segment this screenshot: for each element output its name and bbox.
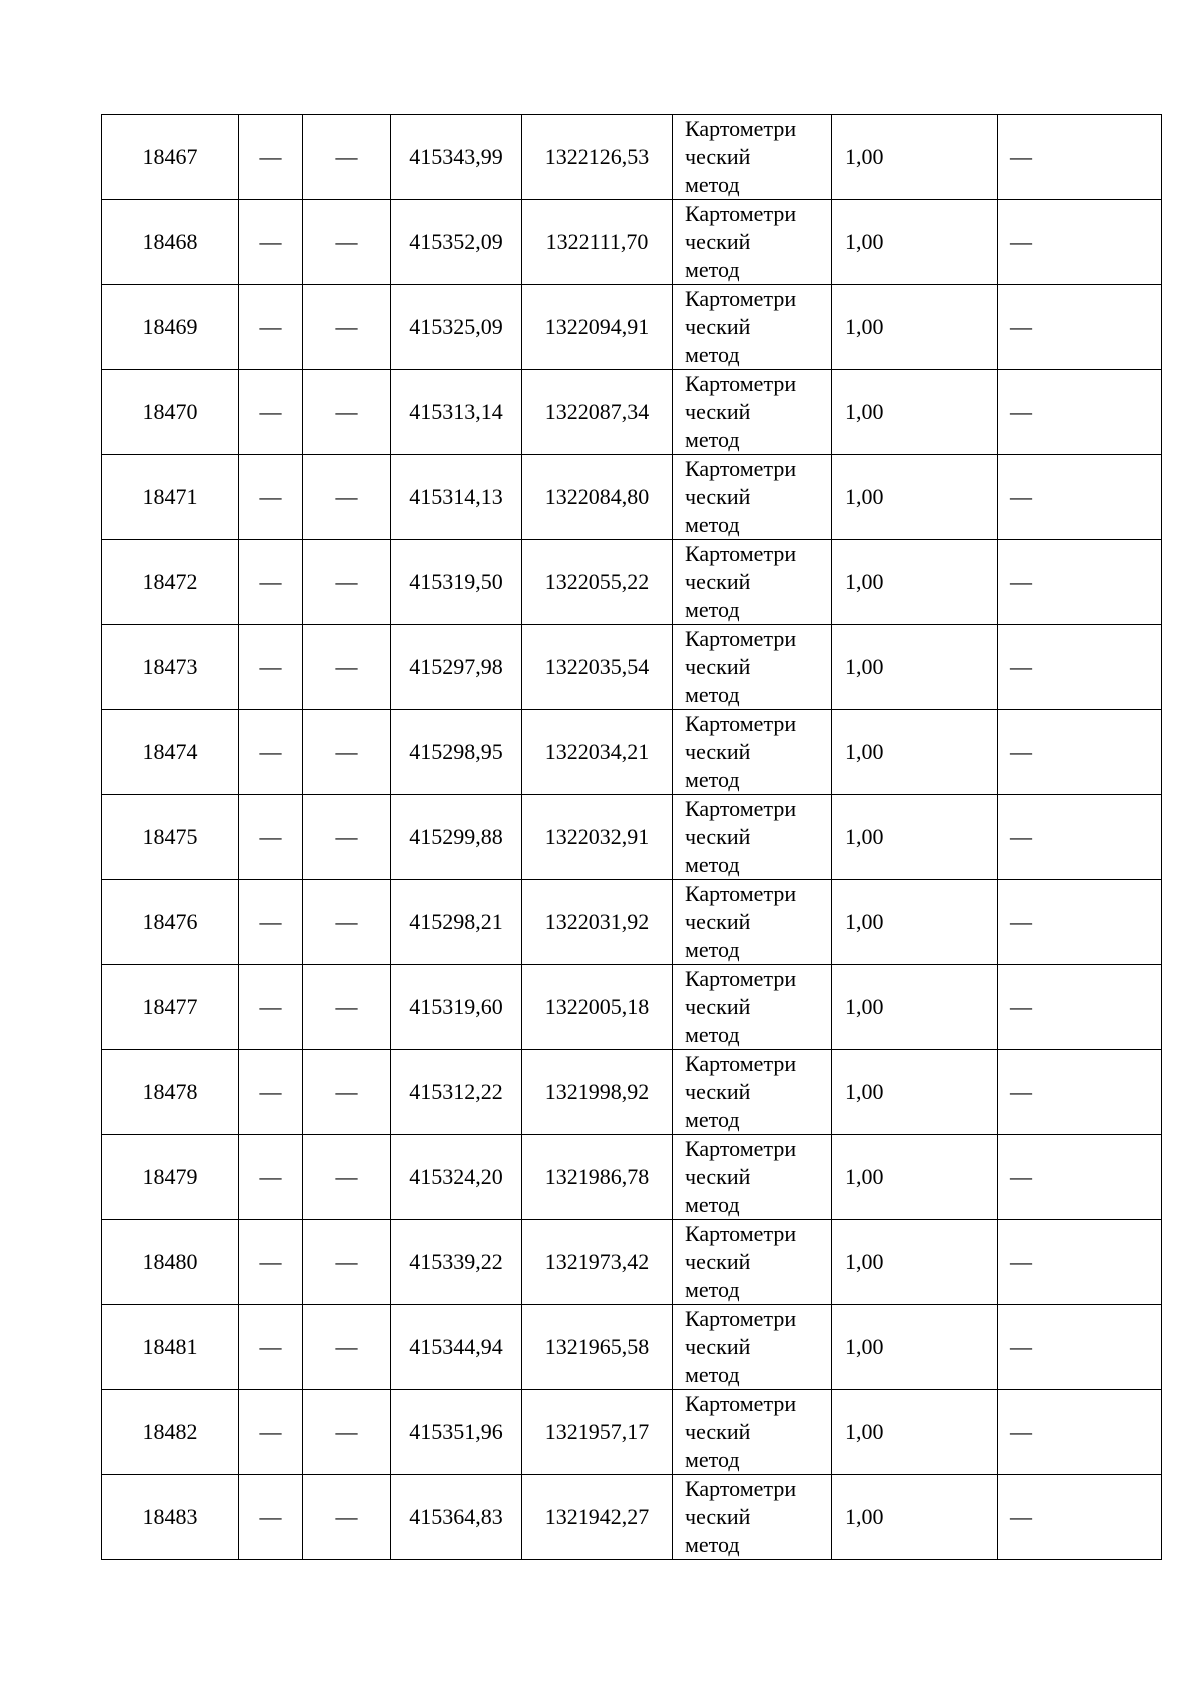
y-coordinate-cell: 1321973,42	[522, 1220, 673, 1305]
y-coordinate-cell: 1321965,58	[522, 1305, 673, 1390]
empty-value-cell: —	[998, 1475, 1162, 1560]
table-row	[102, 540, 1162, 625]
x-coordinate-cell: 415351,96	[391, 1390, 522, 1475]
empty-value-cell: —	[303, 1050, 391, 1135]
empty-value-cell: —	[303, 455, 391, 540]
method-cell	[673, 965, 832, 1050]
point-number-cell: 18468	[102, 200, 239, 285]
method-cell	[673, 285, 832, 370]
y-coordinate-cell: 1322035,54	[522, 625, 673, 710]
x-coordinate-cell: 415344,94	[391, 1305, 522, 1390]
point-number-cell: 18473	[102, 625, 239, 710]
y-coordinate-cell: 1322111,70	[522, 200, 673, 285]
table-row	[102, 965, 1162, 1050]
x-coordinate-cell: 415325,09	[391, 285, 522, 370]
method-text: Картометри ческий метод	[685, 201, 797, 282]
method-text: Картометри ческий метод	[685, 1306, 797, 1387]
y-coordinate-cell: 1322087,34	[522, 370, 673, 455]
empty-value-cell: —	[239, 370, 303, 455]
point-number-cell: 18467	[102, 115, 239, 200]
accuracy-cell: 1,00	[832, 965, 998, 1050]
table-row	[102, 1475, 1162, 1560]
point-number-cell: 18482	[102, 1390, 239, 1475]
x-coordinate-cell: 415319,50	[391, 540, 522, 625]
coordinates-table	[101, 114, 1162, 1560]
method-text: Картометри ческий метод	[685, 1136, 797, 1217]
method-cell	[673, 1135, 832, 1220]
empty-value-cell: —	[239, 625, 303, 710]
empty-value-cell: —	[239, 455, 303, 540]
empty-value-cell: —	[239, 1475, 303, 1560]
method-cell	[673, 1390, 832, 1475]
empty-value-cell: —	[998, 1135, 1162, 1220]
point-number-cell: 18476	[102, 880, 239, 965]
empty-value-cell: —	[239, 1135, 303, 1220]
accuracy-cell: 1,00	[832, 115, 998, 200]
method-text: Картометри ческий метод	[685, 966, 797, 1047]
y-coordinate-cell: 1322094,91	[522, 285, 673, 370]
table-row	[102, 455, 1162, 540]
point-number-cell: 18477	[102, 965, 239, 1050]
accuracy-cell: 1,00	[832, 1135, 998, 1220]
point-number-cell: 18479	[102, 1135, 239, 1220]
accuracy-cell: 1,00	[832, 370, 998, 455]
y-coordinate-cell: 1322126,53	[522, 115, 673, 200]
method-cell	[673, 1475, 832, 1560]
empty-value-cell: —	[998, 1305, 1162, 1390]
accuracy-cell: 1,00	[832, 540, 998, 625]
empty-value-cell: —	[998, 370, 1162, 455]
empty-value-cell: —	[998, 795, 1162, 880]
x-coordinate-cell: 415364,83	[391, 1475, 522, 1560]
method-cell	[673, 1305, 832, 1390]
empty-value-cell: —	[303, 370, 391, 455]
point-number-cell: 18472	[102, 540, 239, 625]
method-text: Картометри ческий метод	[685, 796, 797, 877]
empty-value-cell: —	[239, 1220, 303, 1305]
empty-value-cell: —	[239, 540, 303, 625]
table-row	[102, 1050, 1162, 1135]
method-text: Картометри ческий метод	[685, 286, 797, 367]
method-cell	[673, 880, 832, 965]
method-text: Картометри ческий метод	[685, 1476, 797, 1557]
x-coordinate-cell: 415298,21	[391, 880, 522, 965]
empty-value-cell: —	[303, 285, 391, 370]
empty-value-cell: —	[998, 965, 1162, 1050]
empty-value-cell: —	[303, 710, 391, 795]
empty-value-cell: —	[303, 115, 391, 200]
empty-value-cell: —	[239, 1305, 303, 1390]
y-coordinate-cell: 1322055,22	[522, 540, 673, 625]
table-row	[102, 710, 1162, 795]
y-coordinate-cell: 1322084,80	[522, 455, 673, 540]
method-cell	[673, 1220, 832, 1305]
x-coordinate-cell: 415297,98	[391, 625, 522, 710]
method-text: Картометри ческий метод	[685, 881, 797, 962]
y-coordinate-cell: 1321942,27	[522, 1475, 673, 1560]
accuracy-cell: 1,00	[832, 625, 998, 710]
method-text: Картометри ческий метод	[685, 1051, 797, 1132]
x-coordinate-cell: 415352,09	[391, 200, 522, 285]
method-text: Картометри ческий метод	[685, 711, 797, 792]
y-coordinate-cell: 1321986,78	[522, 1135, 673, 1220]
empty-value-cell: —	[303, 880, 391, 965]
method-text: Картометри ческий метод	[685, 626, 797, 707]
table-row	[102, 115, 1162, 200]
empty-value-cell: —	[998, 115, 1162, 200]
method-cell	[673, 455, 832, 540]
method-cell	[673, 370, 832, 455]
empty-value-cell: —	[303, 965, 391, 1050]
empty-value-cell: —	[303, 795, 391, 880]
empty-value-cell: —	[303, 540, 391, 625]
x-coordinate-cell: 415298,95	[391, 710, 522, 795]
table-body	[102, 115, 1162, 1560]
x-coordinate-cell: 415312,22	[391, 1050, 522, 1135]
table-row	[102, 795, 1162, 880]
accuracy-cell: 1,00	[832, 880, 998, 965]
empty-value-cell: —	[998, 200, 1162, 285]
empty-value-cell: —	[303, 1390, 391, 1475]
empty-value-cell: —	[303, 1475, 391, 1560]
empty-value-cell: —	[998, 285, 1162, 370]
y-coordinate-cell: 1322032,91	[522, 795, 673, 880]
accuracy-cell: 1,00	[832, 455, 998, 540]
empty-value-cell: —	[303, 1220, 391, 1305]
table-row	[102, 625, 1162, 710]
point-number-cell: 18480	[102, 1220, 239, 1305]
x-coordinate-cell: 415324,20	[391, 1135, 522, 1220]
method-cell	[673, 1050, 832, 1135]
method-cell	[673, 795, 832, 880]
empty-value-cell: —	[998, 880, 1162, 965]
empty-value-cell: —	[239, 115, 303, 200]
point-number-cell: 18481	[102, 1305, 239, 1390]
y-coordinate-cell: 1321957,17	[522, 1390, 673, 1475]
y-coordinate-cell: 1322005,18	[522, 965, 673, 1050]
x-coordinate-cell: 415299,88	[391, 795, 522, 880]
empty-value-cell: —	[998, 1050, 1162, 1135]
y-coordinate-cell: 1322034,21	[522, 710, 673, 795]
accuracy-cell: 1,00	[832, 1305, 998, 1390]
method-text: Картометри ческий метод	[685, 456, 797, 537]
empty-value-cell: —	[239, 710, 303, 795]
point-number-cell: 18478	[102, 1050, 239, 1135]
table-row	[102, 880, 1162, 965]
accuracy-cell: 1,00	[832, 1050, 998, 1135]
table-row	[102, 370, 1162, 455]
accuracy-cell: 1,00	[832, 285, 998, 370]
x-coordinate-cell: 415339,22	[391, 1220, 522, 1305]
method-text: Картометри ческий метод	[685, 116, 797, 197]
empty-value-cell: —	[998, 1220, 1162, 1305]
method-cell	[673, 710, 832, 795]
empty-value-cell: —	[303, 1305, 391, 1390]
method-cell	[673, 115, 832, 200]
empty-value-cell: —	[239, 1050, 303, 1135]
method-text: Картометри ческий метод	[685, 1391, 797, 1472]
point-number-cell: 18474	[102, 710, 239, 795]
point-number-cell: 18470	[102, 370, 239, 455]
empty-value-cell: —	[998, 710, 1162, 795]
empty-value-cell: —	[239, 795, 303, 880]
x-coordinate-cell: 415319,60	[391, 965, 522, 1050]
table-row	[102, 1390, 1162, 1475]
point-number-cell: 18469	[102, 285, 239, 370]
empty-value-cell: —	[239, 200, 303, 285]
empty-value-cell: —	[239, 285, 303, 370]
x-coordinate-cell: 415314,13	[391, 455, 522, 540]
table-row	[102, 1305, 1162, 1390]
empty-value-cell: —	[239, 1390, 303, 1475]
accuracy-cell: 1,00	[832, 710, 998, 795]
accuracy-cell: 1,00	[832, 200, 998, 285]
accuracy-cell: 1,00	[832, 1390, 998, 1475]
x-coordinate-cell: 415343,99	[391, 115, 522, 200]
empty-value-cell: —	[303, 1135, 391, 1220]
empty-value-cell: —	[303, 625, 391, 710]
empty-value-cell: —	[239, 880, 303, 965]
empty-value-cell: —	[998, 540, 1162, 625]
point-number-cell: 18471	[102, 455, 239, 540]
empty-value-cell: —	[998, 625, 1162, 710]
y-coordinate-cell: 1321998,92	[522, 1050, 673, 1135]
accuracy-cell: 1,00	[832, 1220, 998, 1305]
empty-value-cell: —	[998, 455, 1162, 540]
method-cell	[673, 200, 832, 285]
point-number-cell: 18483	[102, 1475, 239, 1560]
empty-value-cell: —	[998, 1390, 1162, 1475]
point-number-cell: 18475	[102, 795, 239, 880]
table-row	[102, 200, 1162, 285]
y-coordinate-cell: 1322031,92	[522, 880, 673, 965]
method-cell	[673, 540, 832, 625]
x-coordinate-cell: 415313,14	[391, 370, 522, 455]
method-text: Картометри ческий метод	[685, 541, 797, 622]
table-row	[102, 1135, 1162, 1220]
accuracy-cell: 1,00	[832, 795, 998, 880]
table-row	[102, 285, 1162, 370]
empty-value-cell: —	[239, 965, 303, 1050]
accuracy-cell: 1,00	[832, 1475, 998, 1560]
empty-value-cell: —	[303, 200, 391, 285]
table-row	[102, 1220, 1162, 1305]
method-cell	[673, 625, 832, 710]
method-text: Картометри ческий метод	[685, 1221, 797, 1302]
method-text: Картометри ческий метод	[685, 371, 797, 452]
